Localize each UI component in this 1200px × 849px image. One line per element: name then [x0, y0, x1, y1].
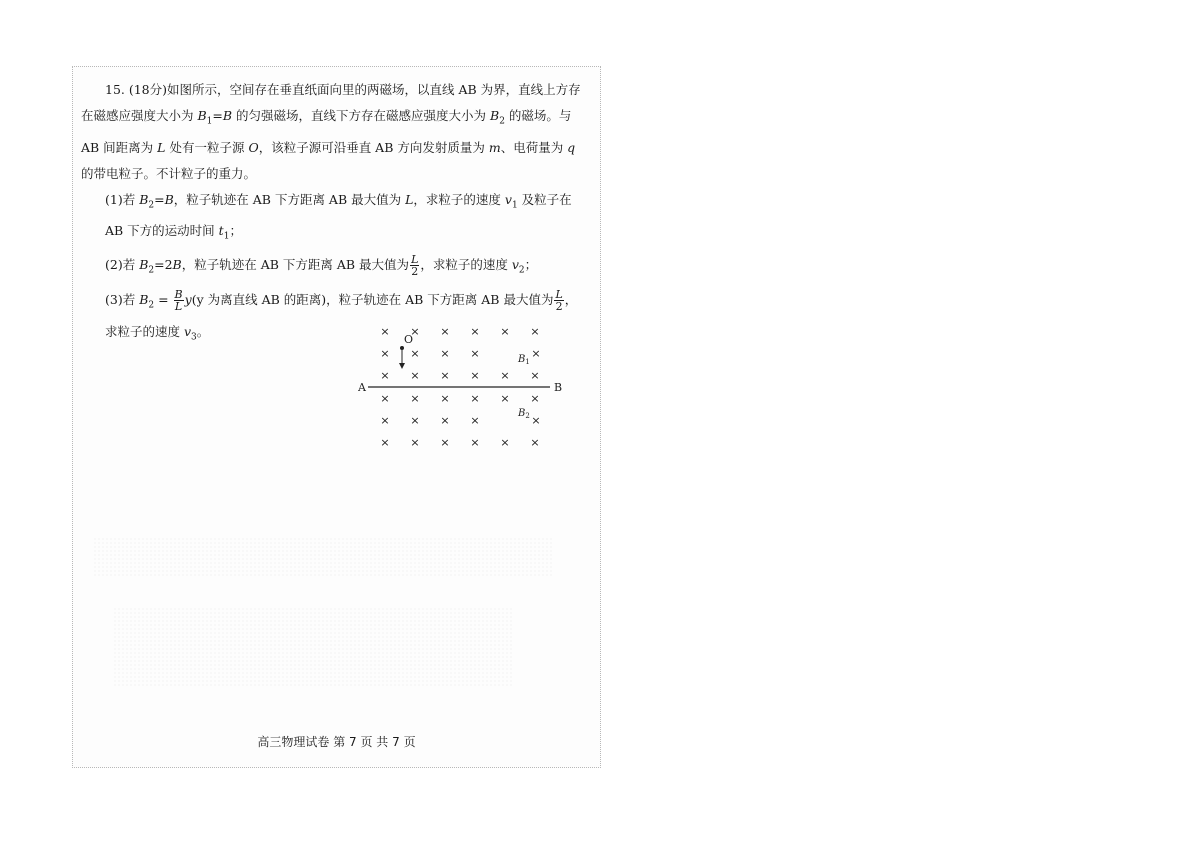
field-cross-mark: × — [440, 369, 450, 382]
field-cross-mark: × — [530, 392, 540, 405]
label-B2: $B_2$ — [518, 408, 530, 420]
exam-page — [72, 66, 601, 768]
question-number: 15. (18分) — [105, 82, 168, 97]
scan-noise — [93, 537, 553, 577]
field-cross-mark: × — [440, 347, 450, 360]
velocity-arrow-head — [399, 363, 405, 369]
field-cross-mark: × — [530, 369, 540, 382]
label-B: B — [554, 381, 563, 394]
field-cross-mark: × — [410, 436, 420, 449]
field-cross-mark: × — [470, 325, 480, 338]
particle-source-dot — [400, 346, 404, 350]
question-15 — [81, 77, 586, 350]
field-cross-mark: × — [380, 347, 390, 360]
fraction-B-over-L: $\frac{B}{L}$ — [174, 288, 183, 313]
field-cross-mark: × — [380, 392, 390, 405]
fraction-L-over-2: $\frac{L}{2}$ — [555, 288, 563, 313]
label-A: A — [358, 381, 366, 394]
field-cross-mark: × — [530, 436, 540, 449]
question-part-3: (3)若 $B_2$ = $\frac{B}{L}$ y(y 为离直线 AB 的距离)，粒子轨迹在 AB 下方距离 AB 最大值为 $\frac{L}{2}$ ，求粒子的速度 $v_3$。 — [105, 288, 578, 342]
field-cross-mark: × — [440, 325, 450, 338]
field-cross-mark: × — [410, 414, 420, 427]
field-cross-mark: × — [410, 369, 420, 382]
field-cross-mark: × — [470, 369, 480, 382]
question-part-1: (1)若 $B_2=B$，粒子轨迹在 AB 下方距离 AB 最大值为 L，求粒子的速度 $v_1$ 及粒子在 AB 下方的运动时间 $t_1$； — [105, 191, 572, 242]
field-cross-mark: × — [531, 414, 541, 427]
field-cross-mark: × — [380, 436, 390, 449]
page-footer: 高三物理试卷 第 7 页 共 7 页 — [257, 735, 416, 749]
magnetic-field-diagram — [358, 323, 578, 453]
field-cross-mark: × — [440, 436, 450, 449]
field-cross-mark: × — [530, 325, 540, 338]
field-cross-mark: × — [500, 369, 510, 382]
scan-noise — [113, 607, 513, 687]
field-cross-mark: × — [410, 392, 420, 405]
field-cross-mark: × — [380, 414, 390, 427]
field-cross-mark: × — [410, 347, 420, 360]
field-cross-mark: × — [470, 436, 480, 449]
question-intro: 15. (18分)如图所示，空间存在垂直纸面向里的两磁场，以直线 AB 为界，直线上方存在磁感应强度大小为 $B_1=B$ 的匀强磁场，直线下方存在磁感应强度大小为 $B_2$ 的磁场。与 AB 间距离为 L 处有一粒子源 O，该粒子源可沿垂直 AB 方向发射质量为 m、电荷量为 q 的带电粒子。不计粒子的重力。 — [81, 82, 581, 181]
field-cross-mark: × — [500, 436, 510, 449]
field-cross-mark: × — [470, 347, 480, 360]
field-cross-mark: × — [440, 414, 450, 427]
field-cross-mark: × — [380, 369, 390, 382]
field-cross-mark: × — [380, 325, 390, 338]
label-B1: $B_1$ — [518, 354, 530, 366]
field-cross-mark: × — [470, 414, 480, 427]
question-part-2: (2)若 $B_2=2B$，粒子轨迹在 AB 下方距离 AB 最大值为 $\frac{L}{2}$ ，求粒子的速度 $v_2$； — [105, 252, 538, 278]
field-cross-mark: × — [531, 347, 541, 360]
field-cross-mark: × — [440, 392, 450, 405]
label-O: O — [404, 333, 414, 346]
field-cross-mark: × — [500, 392, 510, 405]
fraction-L-over-2: $\frac{L}{2}$ — [411, 252, 419, 278]
field-cross-mark: × — [410, 325, 420, 338]
field-cross-mark: × — [500, 325, 510, 338]
field-cross-mark: × — [470, 392, 480, 405]
